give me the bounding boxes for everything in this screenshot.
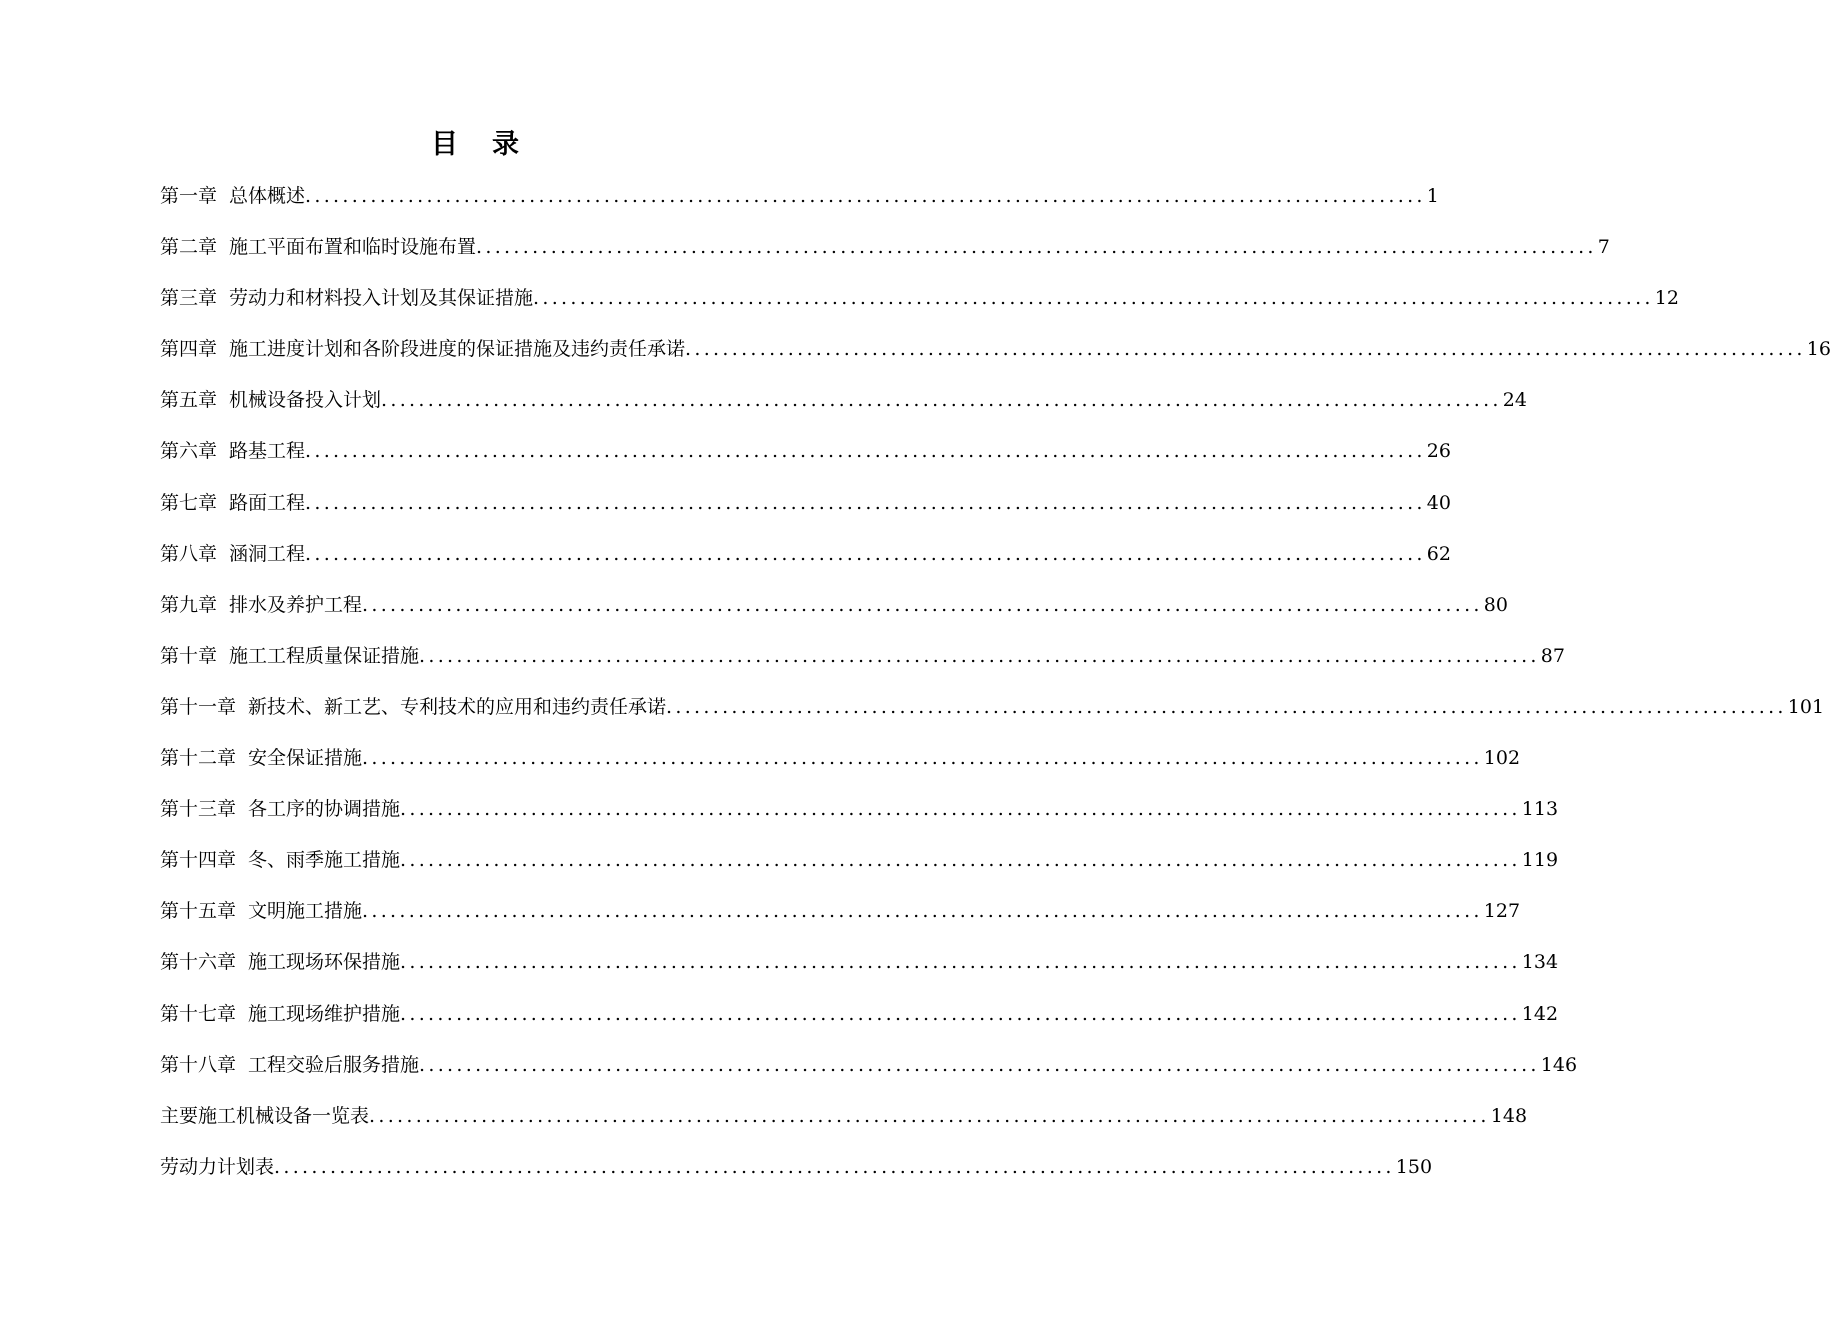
toc-entry-label [160, 580, 362, 631]
toc-entry-title: 排水及养护工程 [229, 593, 363, 616]
toc-entry[interactable] [160, 989, 1559, 1040]
toc-entry-title: 安全保证措施 [248, 747, 363, 770]
toc-entry-label [160, 375, 381, 426]
toc-chapter-number: 第三章 [160, 287, 218, 310]
toc-page-number: 134 [1521, 951, 1559, 974]
toc-dot-leader: ........................................................................................................................ [419, 644, 1540, 667]
toc-dot-leader: ........................................................................................................................ [369, 1104, 1490, 1127]
toc-chapter-number: 第二章 [160, 236, 218, 259]
toc-page-number: 102 [1483, 747, 1521, 770]
toc-page-number: 62 [1426, 542, 1451, 565]
toc-entry-title: 冬、雨季施工措施 [248, 849, 401, 872]
toc-dot-leader: ........................................................................................................................ [381, 389, 1502, 412]
toc-entry[interactable] [160, 682, 1825, 733]
toc-dot-leader: ........................................................................................................................ [685, 338, 1806, 361]
toc-dot-leader: ........................................................................................................................ [533, 287, 1654, 310]
toc-entry-title: 施工工程质量保证措施 [229, 644, 420, 667]
toc-entry[interactable] [160, 324, 1831, 375]
toc-entry-title: 工程交验后服务措施 [248, 1053, 420, 1076]
toc-title-part2: 录 [492, 129, 519, 160]
toc-chapter-number: 第十一章 [160, 695, 237, 718]
toc-entry-label [160, 682, 666, 733]
toc-entry-label [160, 426, 305, 477]
toc-entry-label [160, 324, 685, 375]
toc-dot-leader: ........................................................................................................................ [362, 900, 1483, 923]
toc-entry[interactable] [160, 886, 1521, 937]
toc-entry[interactable] [160, 631, 1565, 682]
toc-entry[interactable] [160, 1142, 1433, 1193]
toc-page-number: 16 [1806, 338, 1831, 361]
toc-entry-label [160, 784, 400, 835]
toc-entry[interactable] [160, 375, 1527, 426]
toc-chapter-number: 第十五章 [160, 900, 237, 923]
toc-entry-label [160, 835, 400, 886]
toc-dot-leader: ........................................................................................................................ [400, 849, 1521, 872]
toc-dot-leader: ........................................................................................................................ [305, 491, 1426, 514]
toc-entry-label [160, 478, 305, 529]
toc-entry-label [160, 1040, 419, 1091]
toc-dot-leader: ........................................................................................................................ [362, 593, 1483, 616]
toc-dot-leader: ........................................................................................................................ [400, 1002, 1521, 1025]
toc-entry[interactable] [160, 937, 1559, 988]
toc-chapter-number: 第十章 [160, 644, 218, 667]
toc-entry-label [160, 222, 476, 273]
toc-page-number: 26 [1426, 440, 1451, 463]
toc-chapter-number: 第四章 [160, 338, 218, 361]
toc-dot-leader: ........................................................................................................................ [419, 1053, 1540, 1076]
toc-dot-leader: ........................................................................................................................ [666, 695, 1787, 718]
toc-entry-label [160, 1091, 369, 1142]
toc-chapter-number: 第十七章 [160, 1002, 237, 1025]
toc-entry-title: 施工现场环保措施 [248, 951, 401, 974]
toc-page-number: 113 [1521, 798, 1559, 821]
toc-entry-title: 主要施工机械设备一览表 [160, 1104, 370, 1127]
toc-dot-leader: ........................................................................................................................ [305, 542, 1426, 565]
toc-chapter-number: 第十三章 [160, 798, 237, 821]
toc-entry[interactable] [160, 478, 1451, 529]
toc-entry-title: 施工进度计划和各阶段进度的保证措施及违约责任承诺 [229, 338, 686, 361]
toc-page-number: 80 [1483, 593, 1508, 616]
toc-page-number: 7 [1597, 236, 1610, 259]
toc-dot-leader: ........................................................................................................................ [476, 236, 1597, 259]
toc-chapter-number: 第十八章 [160, 1053, 237, 1076]
toc-entry-title: 路基工程 [229, 440, 306, 463]
toc-entry-title: 机械设备投入计划 [229, 389, 382, 412]
toc-page-number: 142 [1521, 1002, 1559, 1025]
toc-entry-title: 劳动力和材料投入计划及其保证措施 [229, 287, 534, 310]
toc-page-number: 146 [1540, 1053, 1578, 1076]
toc-entry[interactable] [160, 171, 1439, 222]
toc-entry[interactable] [160, 529, 1451, 580]
toc-page-number: 127 [1483, 900, 1521, 923]
toc-title-part1: 目 [431, 129, 458, 160]
toc-page-number: 40 [1426, 491, 1451, 514]
toc-chapter-number: 第九章 [160, 593, 218, 616]
toc-dot-leader: ........................................................................................................................ [305, 185, 1426, 207]
toc-entry-title: 施工平面布置和临时设施布置 [229, 236, 477, 259]
toc-entry-title: 总体概述 [229, 185, 306, 207]
toc-page-number: 12 [1654, 287, 1679, 310]
toc-entry-label [160, 529, 305, 580]
toc-chapter-number: 第十六章 [160, 951, 237, 974]
toc-entry[interactable] [160, 784, 1559, 835]
toc-chapter-number: 第七章 [160, 491, 218, 514]
toc-entry[interactable] [160, 273, 1679, 324]
toc-title [0, 122, 950, 161]
toc-dot-leader: ........................................................................................................................ [305, 440, 1426, 463]
toc-entry-label [160, 171, 305, 222]
toc-entry[interactable] [160, 1091, 1528, 1142]
toc-entry[interactable] [160, 426, 1451, 477]
toc-entry[interactable] [160, 580, 1508, 631]
toc-dot-leader: ........................................................................................................................ [362, 747, 1483, 770]
toc-page-number: 119 [1521, 849, 1559, 872]
toc-entry[interactable] [160, 733, 1521, 784]
toc-page-number: 101 [1787, 695, 1825, 718]
toc-page-number: 87 [1540, 644, 1565, 667]
toc-entry-label [160, 989, 400, 1040]
toc-entry[interactable] [160, 222, 1610, 273]
toc-chapter-number: 第八章 [160, 542, 218, 565]
toc-list [160, 171, 1831, 1193]
toc-dot-leader: ........................................................................................................................ [274, 1155, 1395, 1178]
toc-entry[interactable] [160, 835, 1559, 886]
toc-page-number: 24 [1502, 389, 1527, 412]
toc-entry-title: 施工现场维护措施 [248, 1002, 401, 1025]
toc-entry-label [160, 886, 362, 937]
toc-chapter-number: 第一章 [160, 185, 218, 207]
toc-entry-label [160, 631, 419, 682]
toc-chapter-number: 第十二章 [160, 747, 237, 770]
toc-entry-title: 路面工程 [229, 491, 306, 514]
toc-entry-label [160, 273, 533, 324]
toc-entry-label [160, 733, 362, 784]
toc-page-number: 148 [1490, 1104, 1528, 1127]
toc-chapter-number: 第六章 [160, 440, 218, 463]
toc-entry-label [160, 937, 400, 988]
toc-chapter-number: 第五章 [160, 389, 218, 412]
toc-entry[interactable] [160, 1040, 1578, 1091]
toc-dot-leader: ........................................................................................................................ [400, 951, 1521, 974]
toc-entry-title: 涵洞工程 [229, 542, 306, 565]
toc-entry-label [160, 1142, 274, 1193]
toc-page-number: 1 [1426, 185, 1439, 207]
toc-page-number: 150 [1395, 1155, 1433, 1178]
toc-entry-title: 劳动力计划表 [160, 1155, 275, 1178]
toc-entry-title: 文明施工措施 [248, 900, 363, 923]
toc-dot-leader: ........................................................................................................................ [400, 798, 1521, 821]
toc-entry-title: 新技术、新工艺、专利技术的应用和违约责任承诺 [248, 695, 667, 718]
toc-chapter-number: 第十四章 [160, 849, 237, 872]
toc-entry-title: 各工序的协调措施 [248, 798, 401, 821]
